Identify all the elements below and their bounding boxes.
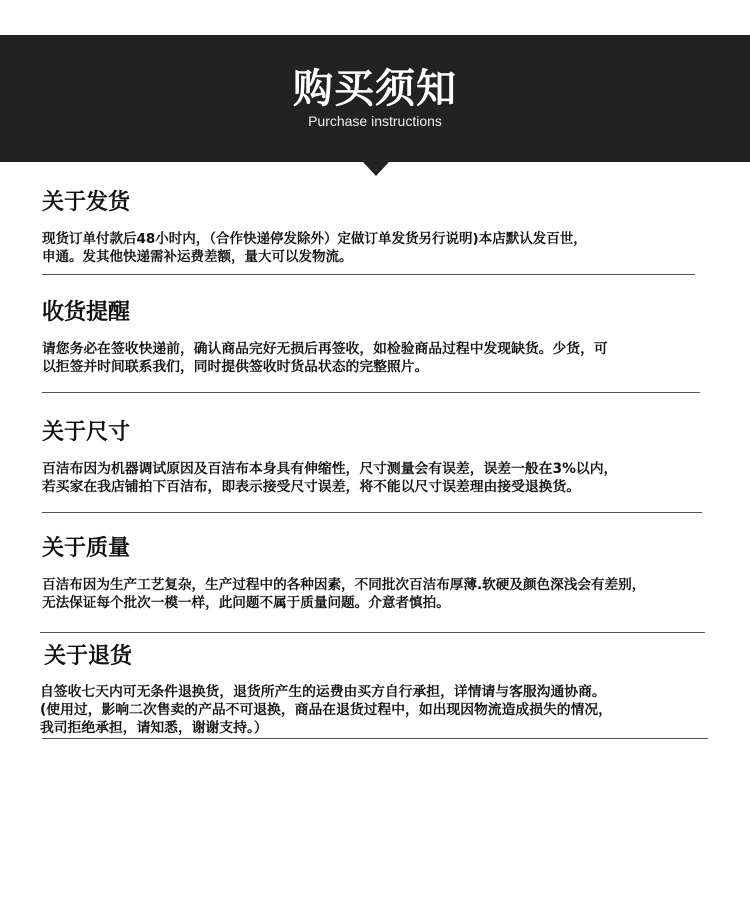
- section-body: [40, 683, 612, 737]
- header-pointer: [363, 162, 389, 176]
- body-line: 我司拒绝承担，请知悉，谢谢支持。）: [40, 720, 268, 736]
- header-banner: [0, 35, 750, 162]
- section-shipping: [42, 190, 587, 266]
- body-line: 百洁布因为机器调试原因及百洁布本身具有伸缩性，尺寸测量会有误差，误差一般在3%以内，: [42, 461, 618, 477]
- body-line: 申通。发其他快递需补运费差额，量大可以发物流。: [42, 249, 353, 265]
- divider: [42, 738, 708, 739]
- divider: [42, 392, 700, 393]
- page-subtitle: Purchase instructions: [308, 113, 442, 129]
- body-line: 现货订单付款后48小时内，（合作快递停发除外）定做订单发货另行说明)本店默认发百世，: [42, 231, 587, 247]
- section-title: 关于尺寸: [42, 420, 131, 445]
- section-body: [42, 460, 617, 496]
- section-body: [42, 576, 645, 612]
- body-line: 百洁布因为生产工艺复杂，生产过程中的各种因素，不同批次百洁布厚薄.软硬及颜色深浅会有差别，: [42, 577, 646, 593]
- section-returns: [44, 644, 132, 670]
- section-body: [42, 230, 587, 266]
- section-size: [42, 420, 617, 496]
- body-line: 若买家在我店铺拍下百洁布，即表示接受尺寸误差，将不能以尺寸误差理由接受退换货。: [42, 479, 581, 495]
- body-line: (使用过，影响二次售卖的产品不可退换，商品在退货过程中，如出现因物流造成损失的情况，: [40, 702, 612, 718]
- body-line: 自签收七天内可无条件退换货，退货所产生的运费由买方自行承担，详情请与客服沟通协商。: [40, 684, 606, 700]
- divider: [40, 632, 705, 633]
- section-title: 关于发货: [42, 190, 131, 215]
- section-title: 关于退货: [44, 644, 133, 669]
- page-title: 购买须知: [293, 66, 457, 112]
- body-line: 以拒签并时间联系我们，同时提供签收时货品状态的完整照片。: [42, 359, 429, 375]
- section-body: [42, 340, 608, 376]
- divider: [42, 274, 695, 275]
- section-quality: [42, 536, 645, 612]
- body-line: 无法保证每个批次一模一样，此问题不属于质量问题。介意者慎拍。: [42, 595, 450, 611]
- section-title: 收货提醒: [42, 300, 131, 325]
- section-receipt: [42, 300, 608, 376]
- section-title: 关于质量: [42, 536, 131, 561]
- body-line: 请您务必在签收快递前，确认商品完好无损后再签收，如检验商品过程中发现缺货。少货，可: [42, 341, 608, 357]
- divider: [42, 512, 702, 513]
